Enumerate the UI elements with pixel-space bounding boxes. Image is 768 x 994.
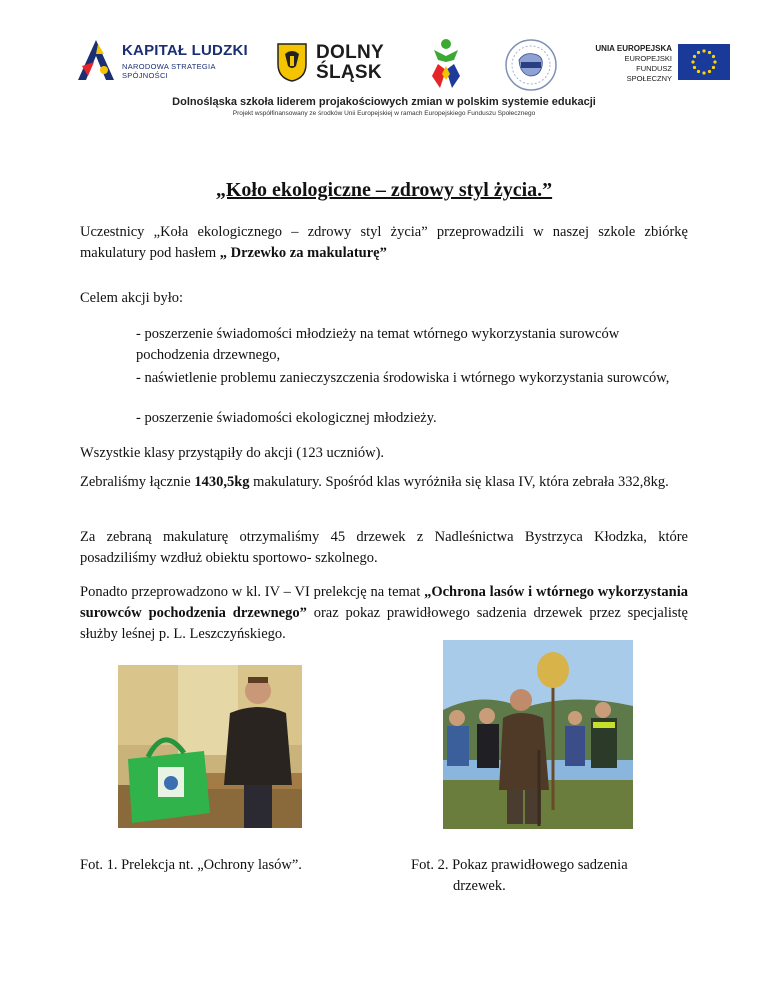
paragraph-trees: Za zebraną makulaturę otrzymaliśmy 45 drzewek z Nadleśnictwa Bystrzyca Kłodzka, które posadziliśmy wzdłuż obiektu sportowo- szkolnego. [80, 529, 688, 566]
eu-line3: FUNDUSZ SPOŁECZNY [626, 64, 672, 83]
collected-text-a: Zebraliśmy łącznie [80, 474, 195, 490]
kapital-ludzki-subtitle: NARODOWA STRATEGIA SPÓJNOŚCI [122, 62, 216, 80]
photo-caption-2-line1: Fot. 2. Pokaz prawidłowego sadzenia [411, 857, 628, 873]
eu-flag-icon [678, 44, 730, 80]
dolny-slask-logo [276, 42, 396, 86]
photo-lecture [118, 665, 302, 828]
lecture-text-a: Ponadto przeprowadzono w kl. IV – VI prelekcję na temat [80, 584, 425, 600]
photo-planting-image [443, 640, 633, 829]
aim-item-1: - poszerzenie świadomości młodzieży na temat wtórnego wykorzystania surowców pochodzenia drzewnego, [136, 326, 620, 363]
photo-caption-2-line2: drzewek. [453, 878, 506, 894]
kapital-ludzki-title: KAPITAŁ LUDZKI [122, 42, 248, 59]
collected-amount: 1430,5kg [194, 474, 250, 490]
photo-caption-2 [411, 855, 691, 897]
dolny-slask-line1: DOLNY [316, 42, 384, 63]
paragraph-aims-heading: Celem akcji było: [80, 290, 184, 306]
lecture-topic: „Ochrona lasów i wtórnego wykorzystania surowców pochodzenia drzewnego” [80, 584, 689, 621]
photo-caption-1: Fot. 1. Prelekcja nt. „Ochrony lasów”. [80, 857, 302, 873]
region-seal-logo [504, 38, 558, 92]
eu-text [590, 44, 672, 84]
seal-icon [504, 38, 558, 92]
photo-planting [443, 640, 633, 829]
photo-lecture-image [118, 665, 302, 828]
paragraph-classes: Wszystkie klasy przystąpiły do akcji (123 uczniów). [80, 445, 385, 461]
dolny-slask-crest-icon [276, 42, 308, 82]
eu-logo [590, 44, 730, 86]
intro-slogan: „ Drzewko za makulaturę” [219, 245, 387, 261]
document-title: „Koło ekologiczne – zdrowy styl życia.” [215, 179, 553, 201]
children-star-logo [424, 36, 468, 90]
project-title: Dolnośląska szkoła liderem projakościowych zmian w polskim systemie edukacji [172, 96, 596, 108]
eu-line1: UNIA EUROPEJSKA [595, 44, 672, 53]
aim-item-2: - naświetlenie problemu zanieczyszczenia środowiska i wtórnego wykorzystania surowców, [136, 370, 670, 386]
kapital-ludzki-emblem-icon [74, 36, 118, 86]
project-subtitle: Projekt współfinansowany ze środków Unii Europejskiej w ramach Europejskiego Funduszu Społecznego [232, 110, 536, 117]
collected-text-b: makulatury. Spośród klas wyróżniła się klasa IV, która zebrała 332,8kg. [249, 474, 669, 490]
paragraph-collected [80, 472, 688, 493]
dolny-slask-line2: ŚLĄSK [316, 62, 382, 83]
paragraph-intro [80, 222, 688, 264]
eu-line2: EUROPEJSKI [624, 54, 672, 63]
intro-text: Uczestnicy „Koła ekologicznego – zdrowy styl życia” przeprowadzili w naszej szkole zbiórkę makulatury pod hasłem [80, 224, 688, 261]
children-star-icon [424, 36, 468, 90]
lecture-text-b: oraz pokaz prawidłowego sadzenia drzewek przez specjalistę służby leśnej p. L. Leszczyńskiego. [80, 605, 688, 642]
aim-item-3: - poszerzenie świadomości ekologicznej młodzieży. [136, 410, 437, 426]
kapital-ludzki-logo [74, 32, 254, 92]
paragraph-lecture [80, 582, 688, 645]
